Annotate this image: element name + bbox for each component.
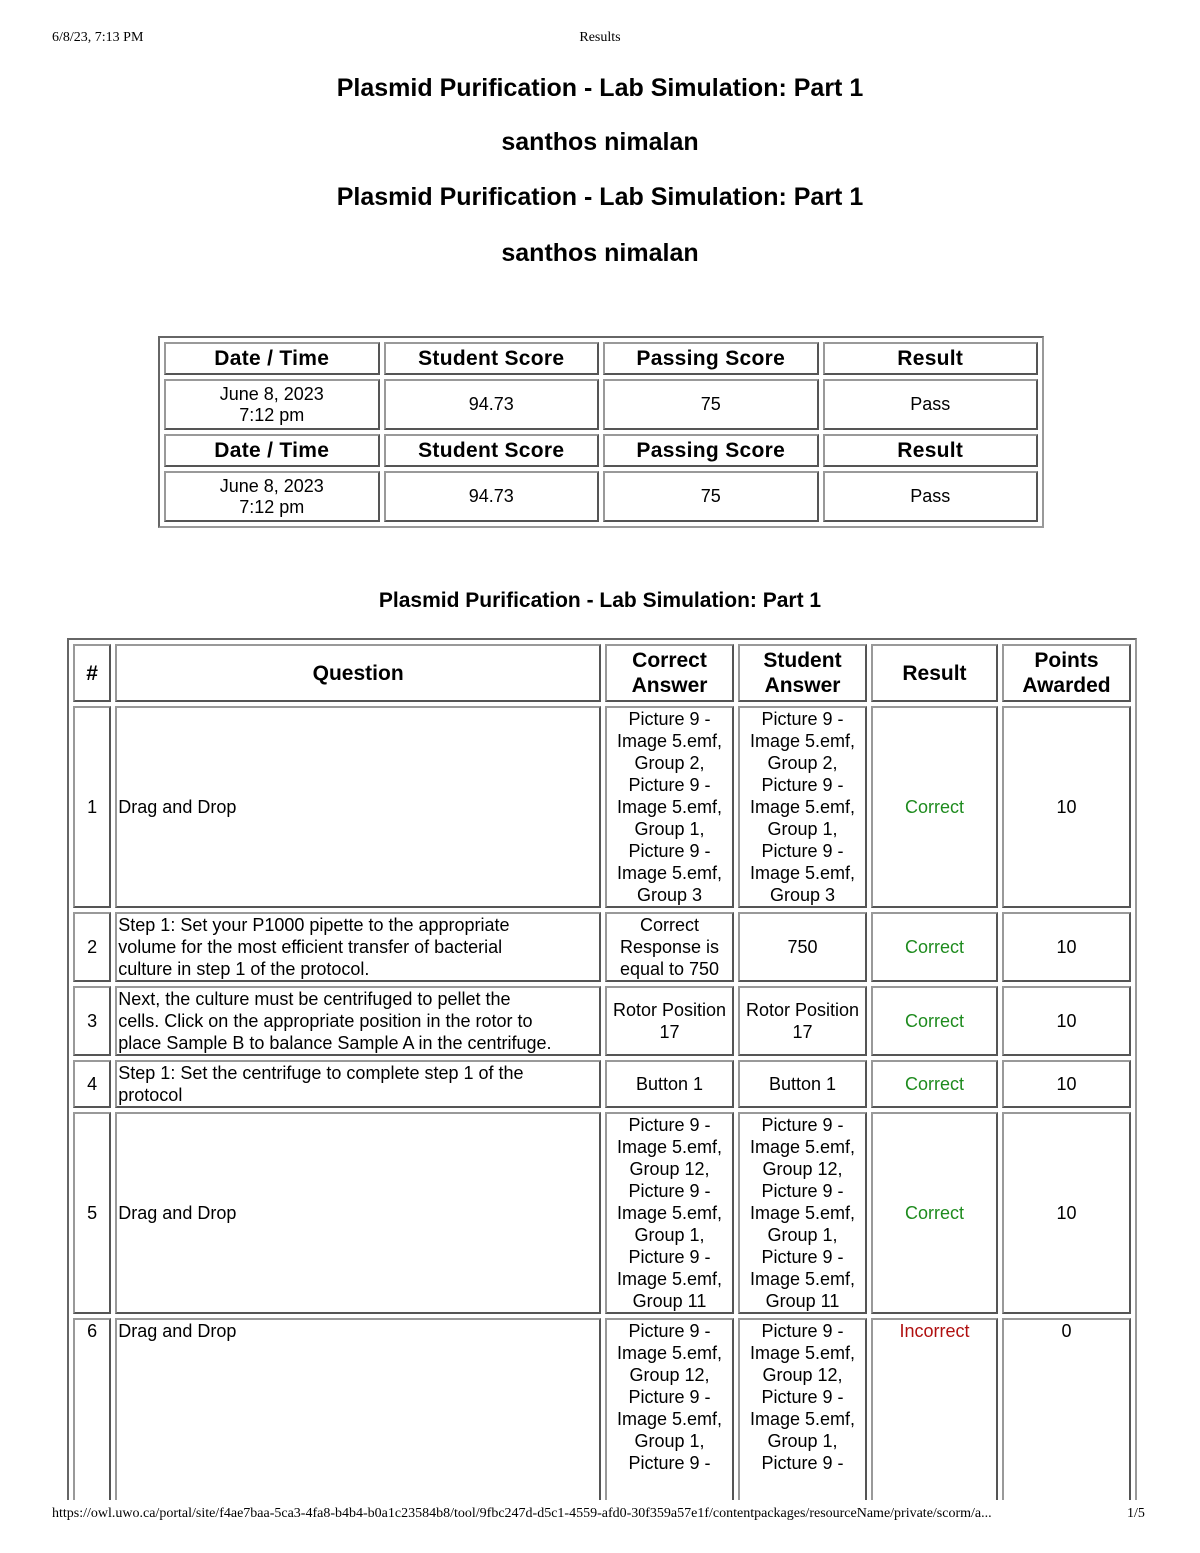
cell-correct-answer-line: Picture 9 - bbox=[628, 1453, 711, 1473]
header-passing-score: Passing Score bbox=[603, 342, 819, 375]
cell-passing-score: 75 bbox=[603, 471, 819, 522]
cell-correct-answer bbox=[605, 1112, 734, 1314]
header-result: Result bbox=[823, 434, 1039, 467]
cell-question-line: volume for the most efficient transfer of bacterial bbox=[118, 937, 503, 957]
cell-correct-answer-line: Image 5.emf, bbox=[616, 863, 723, 883]
cell-question bbox=[115, 912, 601, 982]
print-date: 6/8/23, 7:13 PM bbox=[52, 30, 144, 45]
table-row bbox=[73, 706, 1131, 908]
print-url: https://owl.uwo.ca/portal/site/f4ae7baa-5ca3-4fa8-b4b4-b0a1c23584b8/tool/9fbc247d-d5c1-4559-afd0-30f359a57e1f/contentpackages/resourceName/private/scorm/a... bbox=[52, 1506, 992, 1521]
cell-student-answer-line: Group 12, bbox=[762, 1365, 843, 1385]
page-number: 1/5 bbox=[1127, 1506, 1145, 1521]
results-body bbox=[73, 706, 1131, 1500]
header-student-answer bbox=[738, 644, 867, 702]
cell-correct-answer bbox=[605, 1318, 734, 1500]
table-row bbox=[73, 1318, 1131, 1500]
header-date-time: Date / Time bbox=[164, 434, 380, 467]
cell-student-answer-line: Picture 9 - bbox=[761, 1321, 844, 1341]
cell-question: Drag and Drop bbox=[115, 1318, 601, 1500]
cell-points-awarded: 10 bbox=[1002, 912, 1131, 982]
cell-student-answer bbox=[738, 986, 867, 1056]
cell-correct-answer-line: Image 5.emf, bbox=[616, 1203, 723, 1223]
date-text: June 8, 2023 bbox=[219, 475, 324, 496]
summary-header-row bbox=[164, 342, 1038, 375]
page-title: Plasmid Purification - Lab Simulation: Part 1 bbox=[336, 74, 864, 102]
result-correct: Correct bbox=[871, 1112, 998, 1314]
cell-points-awarded: 10 bbox=[1002, 1060, 1131, 1108]
cell-student-answer-line: Picture 9 - bbox=[761, 1387, 844, 1407]
cell-question-line: cells. Click on the appropriate position in the rotor to bbox=[118, 1011, 533, 1031]
cell-student-answer-line: Group 11 bbox=[765, 1291, 840, 1311]
score-summary-table bbox=[158, 336, 1044, 528]
header-correct-answer bbox=[605, 644, 734, 702]
cell-student-answer-line: Image 5.emf, bbox=[749, 797, 856, 817]
cell-student-answer-line: Picture 9 - bbox=[761, 1115, 844, 1135]
cell-correct-answer-line: Group 12, bbox=[629, 1365, 710, 1385]
cell-question-line: protocol bbox=[118, 1085, 183, 1105]
cell-question bbox=[115, 1060, 601, 1108]
cell-correct-answer-line: Image 5.emf, bbox=[616, 797, 723, 817]
cell-correct-answer-line: Picture 9 - bbox=[628, 1387, 711, 1407]
cell-correct-answer-line: Picture 9 - bbox=[628, 709, 711, 729]
cell-correct-answer-line: Picture 9 - bbox=[628, 1321, 711, 1341]
header-points-line1: Points bbox=[1034, 649, 1099, 672]
cell-question-line: place Sample B to balance Sample A in the centrifuge. bbox=[118, 1033, 552, 1053]
header-student-score: Student Score bbox=[384, 434, 600, 467]
cell-question-line: Next, the culture must be centrifuged to pellet the bbox=[118, 989, 511, 1009]
header-number: # bbox=[73, 644, 111, 702]
cell-correct-answer bbox=[605, 706, 734, 908]
summary-header-row bbox=[164, 434, 1038, 467]
summary-row bbox=[164, 379, 1038, 430]
cell-correct-answer-line: Group 11 bbox=[632, 1291, 707, 1311]
cell-date-time bbox=[164, 379, 380, 430]
cell-student-answer-line: Picture 9 - bbox=[761, 775, 844, 795]
cell-student-answer bbox=[738, 912, 867, 982]
cell-student-answer-line: 17 bbox=[792, 1022, 813, 1042]
cell-student-answer-line: Picture 9 - bbox=[761, 1181, 844, 1201]
cell-student-answer-line: Image 5.emf, bbox=[749, 1409, 856, 1429]
result-correct: Correct bbox=[871, 986, 998, 1056]
date-text: June 8, 2023 bbox=[219, 383, 324, 404]
cell-passing-score: 75 bbox=[603, 379, 819, 430]
cell-number: 3 bbox=[73, 986, 111, 1056]
cell-correct-answer-line: Picture 9 - bbox=[628, 1181, 711, 1201]
cell-number: 2 bbox=[73, 912, 111, 982]
cell-correct-answer-line: Group 2, bbox=[634, 753, 705, 773]
cell-student-answer-line: Picture 9 - bbox=[761, 1453, 844, 1473]
cell-correct-answer-line: equal to 750 bbox=[619, 959, 720, 979]
cell-date-time bbox=[164, 471, 380, 522]
cell-student-answer-line: Picture 9 - bbox=[761, 841, 844, 861]
header-student-line2: Answer bbox=[764, 674, 841, 697]
cell-correct-answer-line: Group 12, bbox=[629, 1159, 710, 1179]
cell-student-answer bbox=[738, 1318, 867, 1500]
cell-points-awarded: 0 bbox=[1002, 1318, 1131, 1500]
cell-student-answer-line: Image 5.emf, bbox=[749, 1269, 856, 1289]
cell-correct-answer-line: Group 1, bbox=[634, 1225, 705, 1245]
student-name-repeat: santhos nimalan bbox=[501, 239, 699, 267]
cell-question-line: culture in step 1 of the protocol. bbox=[118, 959, 370, 979]
cell-student-answer-line: Picture 9 - bbox=[761, 709, 844, 729]
cell-question: Drag and Drop bbox=[115, 706, 601, 908]
result-incorrect: Incorrect bbox=[871, 1318, 998, 1500]
cell-student-answer-line: Image 5.emf, bbox=[749, 1343, 856, 1363]
cell-number: 5 bbox=[73, 1112, 111, 1314]
cell-correct-answer-line: Picture 9 - bbox=[628, 1115, 711, 1135]
header-result: Result bbox=[871, 644, 998, 702]
cell-result: Pass bbox=[823, 471, 1039, 522]
cell-correct-answer-line: Picture 9 - bbox=[628, 841, 711, 861]
student-name: santhos nimalan bbox=[501, 128, 699, 156]
result-correct: Correct bbox=[871, 1060, 998, 1108]
results-section-title: Plasmid Purification - Lab Simulation: Part 1 bbox=[378, 589, 822, 612]
cell-correct-answer-line: Group 1, bbox=[634, 1431, 705, 1451]
header-result: Result bbox=[823, 342, 1039, 375]
cell-correct-answer-line: Picture 9 - bbox=[628, 1247, 711, 1267]
summary-row bbox=[164, 471, 1038, 522]
cell-student-answer-line: Group 2, bbox=[767, 753, 838, 773]
cell-correct-answer-line: Image 5.emf, bbox=[616, 731, 723, 751]
cell-student-answer-line: Group 12, bbox=[762, 1159, 843, 1179]
cell-correct-answer-line: Correct bbox=[640, 915, 700, 935]
table-row bbox=[73, 986, 1131, 1056]
header-question: Question bbox=[115, 644, 601, 702]
cell-number: 4 bbox=[73, 1060, 111, 1108]
cell-correct-answer-line: 17 bbox=[659, 1022, 680, 1042]
cell-points-awarded: 10 bbox=[1002, 1112, 1131, 1314]
cell-student-answer-line: Group 1, bbox=[767, 1431, 838, 1451]
time-text: 7:12 pm bbox=[239, 404, 305, 425]
header-correct-line2: Answer bbox=[631, 674, 708, 697]
cell-student-score: 94.73 bbox=[384, 379, 600, 430]
cell-student-answer-line: 750 bbox=[787, 937, 818, 957]
cell-correct-answer-line: Button 1 bbox=[635, 1074, 704, 1094]
cell-student-answer bbox=[738, 1060, 867, 1108]
cell-result: Pass bbox=[823, 379, 1039, 430]
table-row bbox=[73, 912, 1131, 982]
cell-correct-answer-line: Rotor Position bbox=[612, 1000, 727, 1020]
header-points-line2: Awarded bbox=[1022, 674, 1111, 697]
cell-student-answer-line: Image 5.emf, bbox=[749, 1137, 856, 1157]
cell-correct-answer-line: Image 5.emf, bbox=[616, 1137, 723, 1157]
print-footer bbox=[0, 1506, 1200, 1524]
cell-correct-answer-line: Group 3 bbox=[636, 885, 703, 905]
cell-student-answer-line: Group 1, bbox=[767, 819, 838, 839]
cell-student-answer-line: Rotor Position bbox=[745, 1000, 860, 1020]
cell-student-answer-line: Image 5.emf, bbox=[749, 863, 856, 883]
cell-correct-answer-line: Group 1, bbox=[634, 819, 705, 839]
cell-student-answer-line: Group 3 bbox=[769, 885, 836, 905]
cell-question-line: Step 1: Set the centrifuge to complete step 1 of the bbox=[118, 1063, 524, 1083]
header-student-score: Student Score bbox=[384, 342, 600, 375]
header-date-time: Date / Time bbox=[164, 342, 380, 375]
cell-correct-answer-line: Image 5.emf, bbox=[616, 1343, 723, 1363]
page-title-repeat: Plasmid Purification - Lab Simulation: Part 1 bbox=[336, 183, 864, 211]
cell-correct-answer bbox=[605, 986, 734, 1056]
cell-student-score: 94.73 bbox=[384, 471, 600, 522]
cell-number: 1 bbox=[73, 706, 111, 908]
result-correct: Correct bbox=[871, 706, 998, 908]
cell-correct-answer-line: Image 5.emf, bbox=[616, 1409, 723, 1429]
cell-question: Drag and Drop bbox=[115, 1112, 601, 1314]
cell-points-awarded: 10 bbox=[1002, 706, 1131, 908]
cell-student-answer-line: Picture 9 - bbox=[761, 1247, 844, 1267]
cell-correct-answer-line: Image 5.emf, bbox=[616, 1269, 723, 1289]
cell-student-answer-line: Image 5.emf, bbox=[749, 731, 856, 751]
table-row bbox=[73, 1060, 1131, 1108]
cell-number: 6 bbox=[73, 1318, 111, 1500]
cell-correct-answer-line: Picture 9 - bbox=[628, 775, 711, 795]
header-passing-score: Passing Score bbox=[603, 434, 819, 467]
cell-correct-answer-line: Response is bbox=[619, 937, 720, 957]
time-text: 7:12 pm bbox=[239, 496, 305, 517]
print-page-title: Results bbox=[579, 30, 621, 45]
cell-student-answer bbox=[738, 1112, 867, 1314]
cell-question bbox=[115, 986, 601, 1056]
cell-student-answer bbox=[738, 706, 867, 908]
header-points-awarded bbox=[1002, 644, 1131, 702]
cell-correct-answer bbox=[605, 912, 734, 982]
result-correct: Correct bbox=[871, 912, 998, 982]
cell-points-awarded: 10 bbox=[1002, 986, 1131, 1056]
cell-student-answer-line: Image 5.emf, bbox=[749, 1203, 856, 1223]
header-student-line1: Student bbox=[763, 649, 842, 672]
cell-student-answer-line: Group 1, bbox=[767, 1225, 838, 1245]
header-correct-line1: Correct bbox=[632, 649, 707, 672]
cell-question-line: Step 1: Set your P1000 pipette to the appropriate bbox=[118, 915, 510, 935]
question-results-table bbox=[67, 638, 1137, 1500]
results-header-row bbox=[73, 644, 1131, 702]
cell-correct-answer bbox=[605, 1060, 734, 1108]
cell-student-answer-line: Button 1 bbox=[768, 1074, 837, 1094]
table-row bbox=[73, 1112, 1131, 1314]
